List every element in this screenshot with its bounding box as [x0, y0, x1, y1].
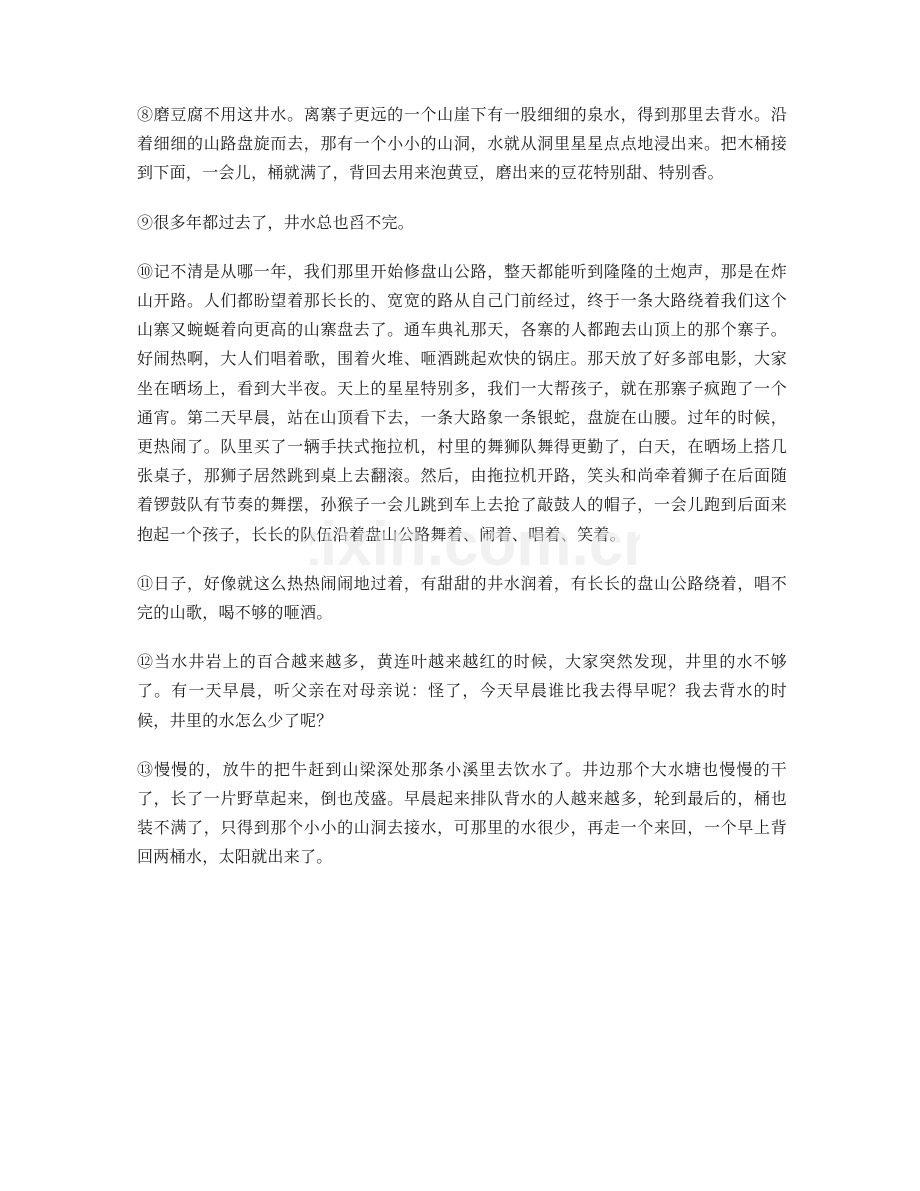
document-body: [137, 100, 787, 892]
paragraph-11: ⑪日子，好像就这么热热闹闹地过着，有甜甜的井水润着，有长长的盘山公路绕着，唱不完的山歌，喝不够的咂酒。: [137, 573, 787, 623]
watermark-text: ixin.com.cn: [319, 510, 640, 579]
paragraph-10: ⑩记不清是从哪一年，我们那里开始修盘山公路，整天都能听到隆隆的土炮声，那是在炸山开路。人们都盼望着那长长的、宽宽的路从自己门前经过，终于一条大路绕着我们这个山寨又蜿蜒着向更高的山寨盘去了。通车典礼那天，各寨的人都跑去山顶上的那个寨子。好闹热啊，大人们唱着歌，围着火堆、咂酒跳起欢快的锅庄。那天放了好多部电影，大家坐在晒场上，看到大半夜。天上的星星特别多，我们一大帮孩子，就在那寨子疯跑了一个通宵。第二天早晨，站在山顶看下去，一条大路象一条银蛇，盘旋在山腰。过年的时候，更热闹了。队里买了一辆手扶式拖拉机，村里的舞狮队舞得更勤了，白天，在晒场上搭几张桌子，那狮子居然跳到桌上去翻滚。然后，由拖拉机开路，笑头和尚牵着狮子在后面随着锣鼓队有节奏的舞摆，孙猴子一会儿跳到车上去抢了敲鼓人的帽子，一会儿跑到后面来抱起一个孩子，长长的队伍沿着盘山公路舞着、闹着、唱着、笑着。: [137, 261, 787, 544]
paragraph-9: ⑨很多年都过去了，井水总也舀不完。: [137, 212, 415, 232]
paragraph-13: ⑬慢慢的，放牛的把牛赶到山梁深处那条小溪里去饮水了。井边那个大水塘也慢慢的干了，长了一片野草起来，倒也茂盛。早晨起来排队背水的人越来越多，轮到最后的，桶也装不满了，只得到那个小小的山洞去接水，可那里的水很少，再走一个来回，一个早上背回两桶水，太阳就出来了。: [137, 759, 787, 867]
paragraph-12: ⑫当水井岩上的百合越来越多，黄连叶越来越红的时候，大家突然发现，井里的水不够了。有一天早晨，听父亲在对母亲说：怪了，今天早晨谁比我去得早呢？我去背水的时候，井里的水怎么少了呢？: [137, 652, 787, 730]
paragraph-8: ⑧磨豆腐不用这井水。离寨子更远的一个山崖下有一股细细的泉水，得到那里去背水。沿着细细的山路盘旋而去，那有一个小小的山洞，水就从洞里星星点点地浸出来。把木桶接到下面，一会儿，桶就满了，背回去用来泡黄豆，磨出来的豆花特别甜、特别香。: [137, 105, 787, 183]
